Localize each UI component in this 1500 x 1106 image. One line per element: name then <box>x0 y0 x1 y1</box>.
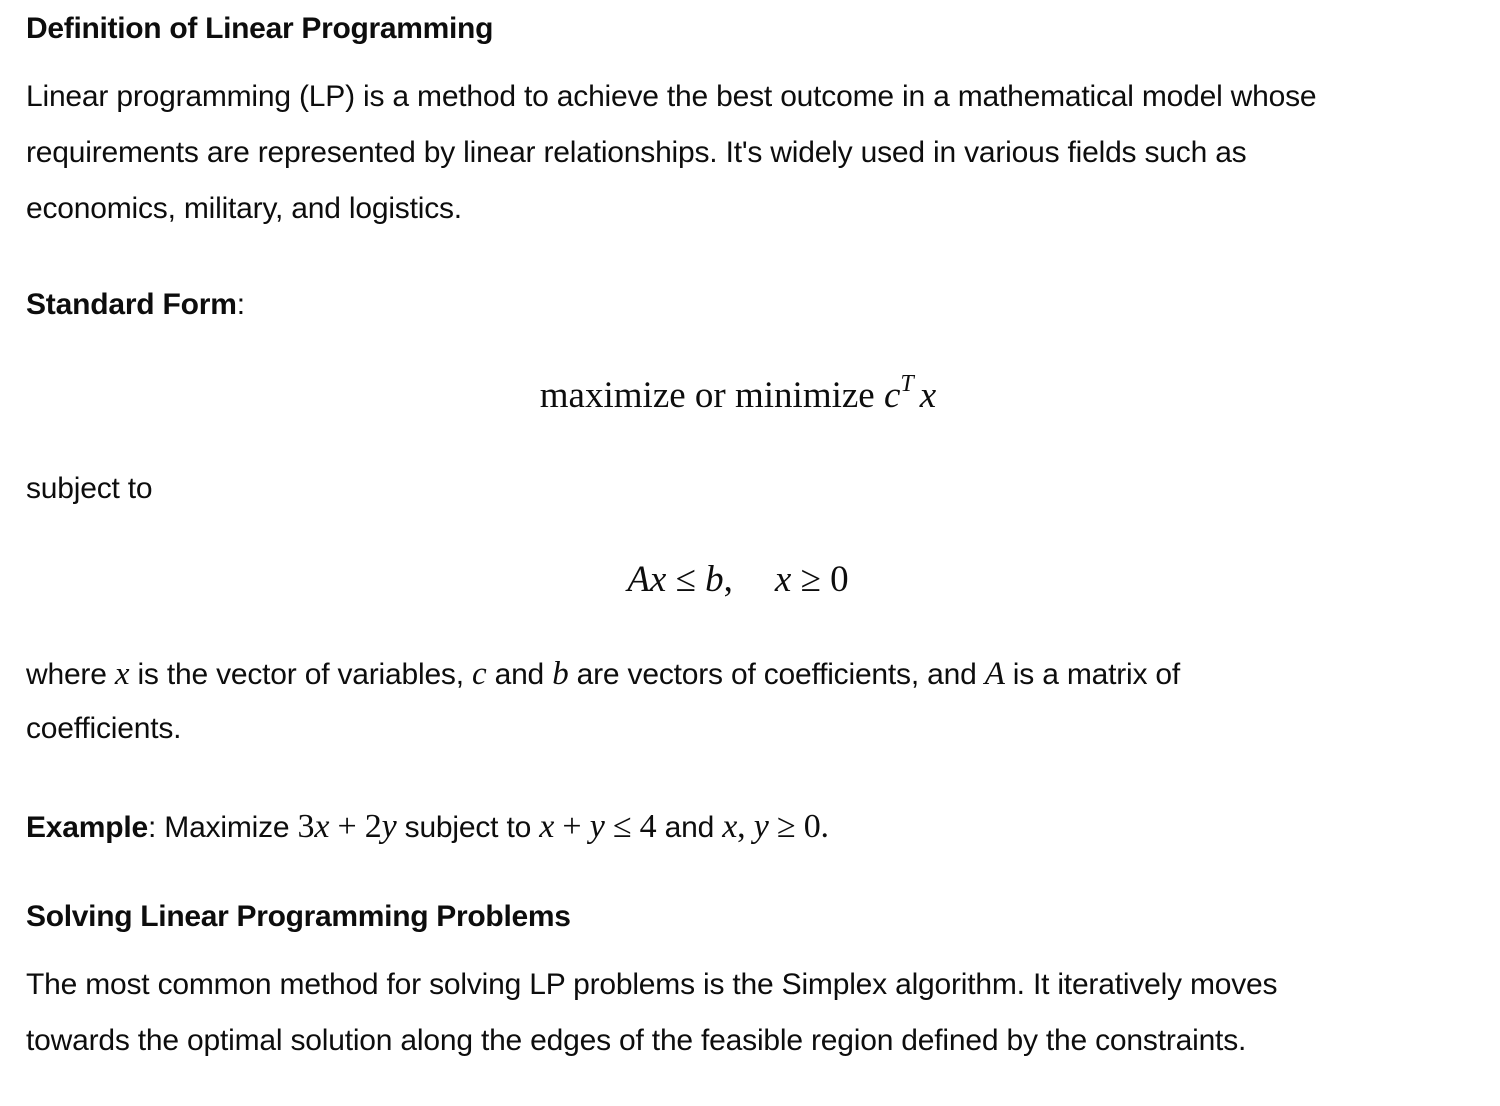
example-line <box>26 808 829 846</box>
num: 4 <box>639 808 657 845</box>
example-label: Example <box>26 811 148 844</box>
var-y: y <box>589 808 605 845</box>
var-y: y <box>753 808 769 845</box>
standard-form-label <box>26 288 245 322</box>
text: and <box>486 658 553 691</box>
transpose: T <box>900 371 914 397</box>
objective-equation <box>0 371 1476 417</box>
plus: + <box>329 808 365 845</box>
var-x: x <box>114 656 130 692</box>
text: Maximize <box>164 811 298 844</box>
definition-line-2: requirements are represented by linear relationships. It's widely used in various fields such as <box>26 136 1247 169</box>
constraint-equation <box>0 558 1476 601</box>
plus: + <box>554 808 590 845</box>
geq-symbol: ≥ <box>768 808 804 845</box>
var-b: b <box>705 559 724 600</box>
var-x: x <box>774 559 792 600</box>
text: is the vector of variables, <box>129 658 472 691</box>
heading-definition: Definition of Linear Programming <box>26 12 494 45</box>
colon: : <box>148 811 165 844</box>
var-x: x <box>649 559 667 600</box>
var-b: b <box>552 656 569 692</box>
period: . <box>820 808 829 845</box>
solving-line-1: The most common method for solving LP problems is the Simplex algorithm. It iteratively moves <box>26 968 1278 1001</box>
text: where <box>26 658 115 691</box>
text: is a matrix of <box>1004 658 1181 691</box>
standard-form-heading: Standard Form <box>26 288 237 321</box>
text: subject to <box>396 811 540 844</box>
objective-text: maximize or minimize <box>539 375 884 416</box>
leq-symbol: ≤ <box>604 808 640 845</box>
where-line-1 <box>26 656 1180 693</box>
comma: , <box>723 559 733 600</box>
var-y: y <box>381 808 397 845</box>
var-x: x <box>539 808 555 845</box>
subject-to-text: subject to <box>26 472 153 505</box>
where-line-2: coefficients. <box>26 712 182 745</box>
var-A: A <box>627 559 650 600</box>
var-x: x <box>722 808 738 845</box>
geq-symbol: ≥ <box>791 559 831 600</box>
num: 3 <box>297 808 315 845</box>
colon: : <box>236 288 245 321</box>
var-c: c <box>883 375 901 416</box>
definition-line-1: Linear programming (LP) is a method to achieve the best outcome in a mathematical model whose <box>26 80 1317 113</box>
text: are vectors of coefficients, and <box>568 658 985 691</box>
num: 0 <box>803 808 821 845</box>
comma: , <box>737 808 754 845</box>
var-x: x <box>919 375 937 416</box>
definition-line-3: economics, military, and logistics. <box>26 192 462 225</box>
var-A: A <box>984 656 1005 692</box>
var-x: x <box>314 808 330 845</box>
heading-solving: Solving Linear Programming Problems <box>26 900 571 933</box>
leq-symbol: ≤ <box>666 559 706 600</box>
text: and <box>656 811 723 844</box>
num: 2 <box>364 808 382 845</box>
var-c: c <box>472 656 487 692</box>
solving-line-2: towards the optimal solution along the edges of the feasible region defined by the constraints. <box>26 1024 1247 1057</box>
zero: 0 <box>830 559 849 600</box>
